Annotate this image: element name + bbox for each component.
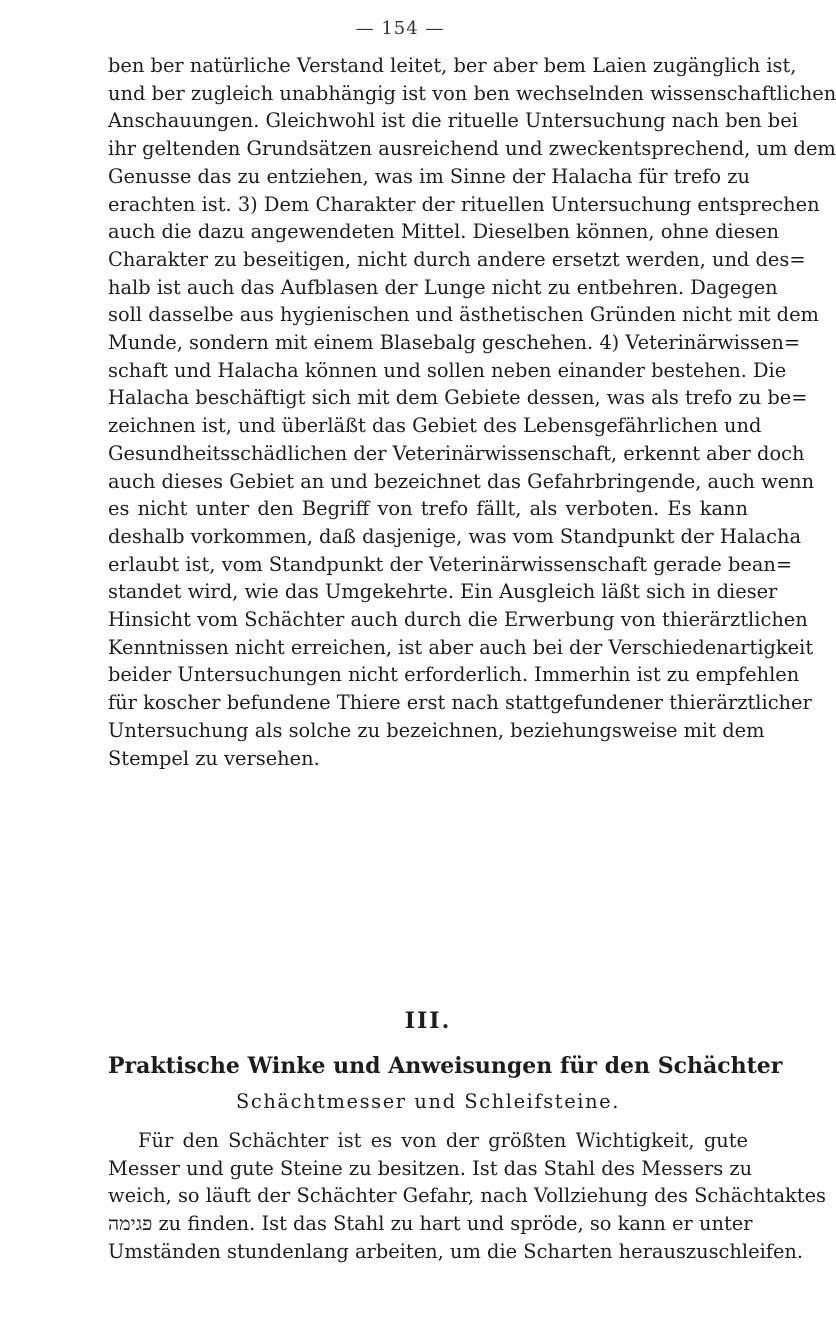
text-line: Halacha beschäftigt sich mit dem Gebiete dessen, was als trefo zu be= bbox=[108, 386, 808, 410]
text-line: auch die dazu angewendeten Mittel. Dieselben können, ohne diesen bbox=[108, 220, 779, 244]
text-line: soll dasselbe aus hygienischen und ästhetischen Gründen nicht mit dem bbox=[108, 303, 819, 327]
text-line: beider Untersuchungen nicht erforderlich. Immerhin ist zu empfehlen bbox=[108, 663, 800, 687]
text-line: Charakter zu beseitigen, nicht durch andere ersetzt werden, und des= bbox=[108, 247, 806, 271]
text-line: Messer und gute Steine zu besitzen. Ist das Stahl des Messers zu bbox=[108, 1156, 753, 1180]
page-number: — 154 — bbox=[355, 18, 445, 39]
text-line: und ber zugleich unabhängig ist von ben wechselnden wissenschaftlichen bbox=[108, 81, 836, 105]
text-line: standet wird, wie das Umgekehrte. Ein Ausgleich läßt sich in dieser bbox=[108, 580, 778, 604]
text-line: Für den Schächter ist es von der größten Wichtigkeit, gute bbox=[138, 1129, 748, 1152]
text-line: Hinsicht vom Schächter auch durch die Erwerbung von thierärztlichen bbox=[108, 608, 808, 632]
section-subtitle: Schächtmesser und Schleifsteine. bbox=[236, 1090, 620, 1113]
text-line: zeichnen ist, und überläßt das Gebiet des Lebensgefährlichen und bbox=[108, 414, 762, 438]
text-line: Anschauungen. Gleichwohl ist die rituelle Untersuchung nach ben bei bbox=[108, 109, 798, 133]
section-title: Praktische Winke und Anweisungen für den Schächter bbox=[108, 1053, 783, 1079]
text-line: ihr geltenden Grundsätzen ausreichend und zweckentsprechend, um dem bbox=[108, 137, 836, 161]
text-line: halb ist auch das Aufblasen der Lunge nicht zu entbehren. Dagegen bbox=[108, 275, 778, 299]
text-line: Untersuchung als solche zu bezeichnen, beziehungsweise mit dem bbox=[108, 718, 765, 742]
text-line: es nicht unter den Begriff von trefo fällt, als verboten. Es kann bbox=[108, 497, 748, 521]
section-body bbox=[108, 1127, 827, 1266]
text-line: Stempel zu versehen. bbox=[108, 746, 320, 770]
text-line: Kenntnissen nicht erreichen, ist aber auch bei der Verschiedenartigkeit bbox=[108, 635, 814, 659]
text-line: ben ber natürliche Verstand leitet, ber aber bem Laien zugänglich ist, bbox=[108, 54, 797, 77]
text-line: erachten ist. 3) Dem Charakter der rituellen Untersuchung entsprechen bbox=[108, 192, 820, 216]
text-line: Gesundheitsschädlichen der Veterinärwissenschaft, erkennt aber doch bbox=[108, 441, 805, 465]
text-line: für koscher befundene Thiere erst nach stattgefundener thierärztlicher bbox=[108, 691, 812, 715]
text-line: weich, so läuft der Schächter Gefahr, nach Vollziehung des Schächtaktes bbox=[108, 1184, 827, 1208]
text-line: auch dieses Gebiet an und bezeichnet das Gefahrbringende, auch wenn bbox=[108, 469, 815, 493]
text-line: Genusse das zu entziehen, was im Sinne der Halacha für trefo zu bbox=[108, 164, 750, 188]
paragraph-body bbox=[108, 52, 836, 772]
text-line: deshalb vorkommen, daß dasjenige, was vom Standpunkt der Halacha bbox=[108, 524, 802, 548]
text-line: Umständen stundenlang arbeiten, um die Scharten herauszuschleifen. bbox=[108, 1239, 804, 1263]
text-line: schaft und Halacha können und sollen neben einander bestehen. Die bbox=[108, 358, 787, 382]
text-line: פגימה zu finden. Ist das Stahl zu hart und spröde, so kann er unter bbox=[108, 1212, 753, 1236]
text-line: Munde, sondern mit einem Blasebalg geschehen. 4) Veterinärwissen= bbox=[108, 331, 801, 355]
section-number: III. bbox=[404, 1008, 452, 1034]
text-line: erlaubt ist, vom Standpunkt der Veterinärwissenschaft gerade bean= bbox=[108, 552, 793, 576]
